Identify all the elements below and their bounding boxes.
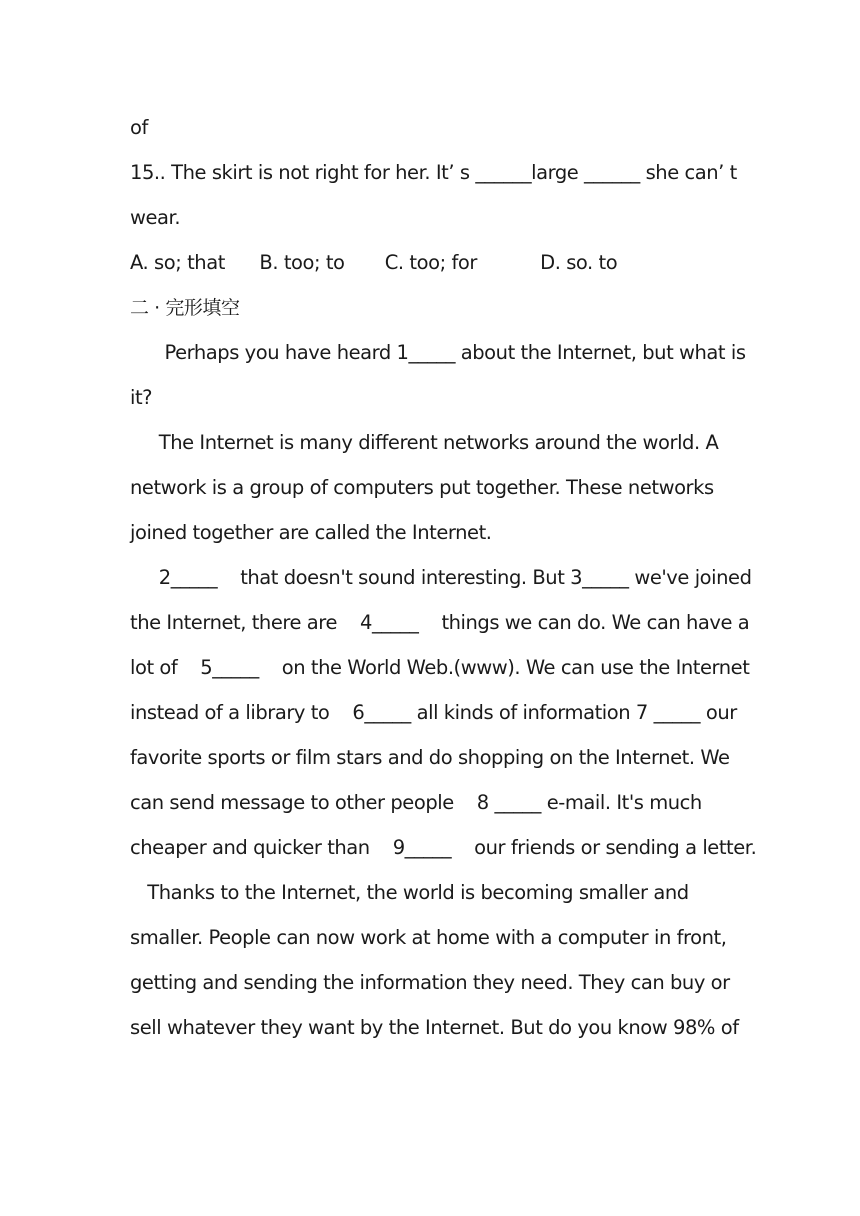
passage-line: getting and sending the information they need. They can buy or (130, 971, 730, 994)
passage-line: The Internet is many different networks around the world. A (130, 431, 719, 454)
passage-line: favorite sports or film stars and do shopping on the Internet. We (130, 746, 730, 769)
passage-line: Thanks to the Internet, the world is becoming smaller and (130, 881, 689, 904)
passage-line: the Internet, there are 4_____ things we can do. We can have a (130, 611, 750, 634)
question-15-stem: 15.. The skirt is not right for her. It’ s ______large ______ she can’ t (130, 161, 737, 184)
passage-line: sell whatever they want by the Internet. But do you know 98% of (130, 1016, 739, 1039)
section-heading: 二 · 完形填空 (130, 297, 240, 319)
passage-line: lot of 5_____ on the World Web.(www). We can use the Internet (130, 656, 750, 679)
document-page (130, 0, 757, 1216)
passage-line: network is a group of computers put together. These networks (130, 476, 714, 499)
passage-line: joined together are called the Internet. (130, 521, 492, 544)
passage-line: cheaper and quicker than 9_____ our friends or sending a letter. (130, 836, 757, 859)
passage-line: Perhaps you have heard 1_____ about the Internet, but what is (130, 341, 746, 364)
passage-line: it? (130, 386, 153, 409)
passage-line: smaller. People can now work at home with a computer in front, (130, 926, 727, 949)
passage-line: can send message to other people 8 _____ e-mail. It's much (130, 791, 702, 814)
passage-line: instead of a library to 6_____ all kinds of information 7 _____ our (130, 701, 737, 724)
passage-line: 2_____ that doesn't sound interesting. But 3_____ we've joined (130, 566, 752, 589)
question-15-stem-cont: wear. (130, 206, 181, 229)
text-line: of (130, 116, 148, 139)
question-15-options: A. so; that B. too; to C. too; for D. so. to (130, 251, 618, 274)
